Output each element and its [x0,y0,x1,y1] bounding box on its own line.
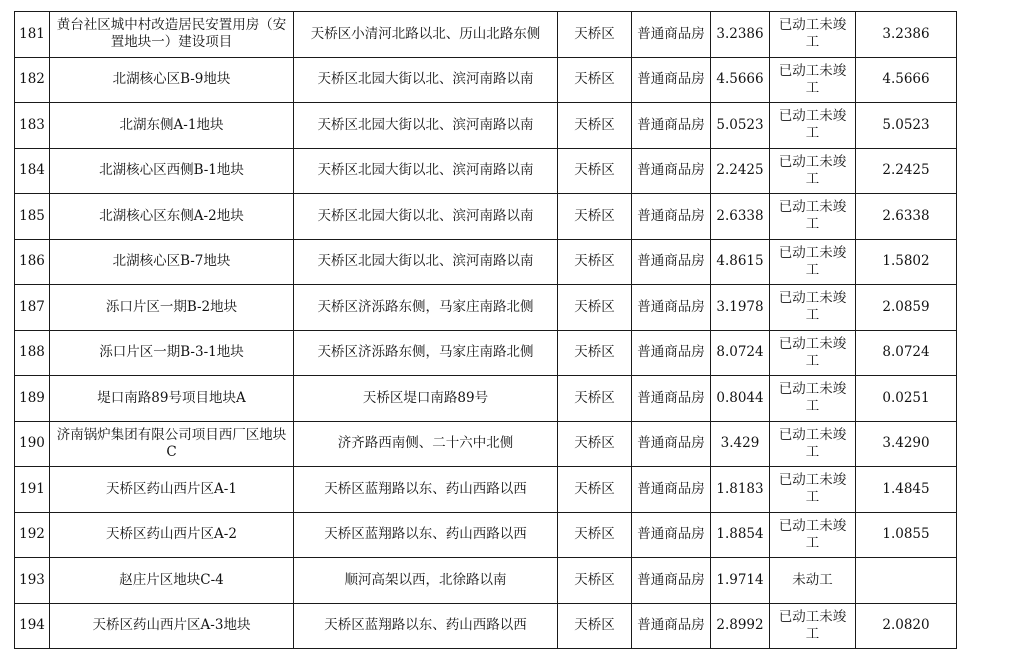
project-name-cell: 济南锅炉集团有限公司项目西厂区地块C [50,421,294,467]
location-cell: 天桥区济泺路东侧，马家庄南路北侧 [294,330,558,376]
location-cell: 天桥区堤口南路89号 [294,376,558,422]
remaining-area-cell: 2.6338 [856,194,957,240]
area-cell: 8.0724 [711,330,770,376]
status-cell: 已动工未竣工 [770,285,856,331]
district-cell: 天桥区 [558,57,632,103]
status-cell: 已动工未竣工 [770,57,856,103]
housing-type-cell: 普通商品房 [632,57,711,103]
remaining-area-cell: 3.2386 [856,12,957,58]
project-name-cell: 泺口片区一期B-2地块 [50,285,294,331]
status-cell: 已动工未竣工 [770,376,856,422]
row-number-cell: 193 [15,558,50,604]
status-cell: 已动工未竣工 [770,103,856,149]
status-cell: 已动工未竣工 [770,603,856,649]
district-cell: 天桥区 [558,330,632,376]
row-number-cell: 192 [15,512,50,558]
table-row [15,285,957,331]
project-name-cell: 天桥区药山西片区A-3地块 [50,603,294,649]
row-number-cell: 181 [15,12,50,58]
housing-type-cell: 普通商品房 [632,467,711,513]
area-cell: 1.8854 [711,512,770,558]
table-row [15,330,957,376]
project-name-cell: 天桥区药山西片区A-1 [50,467,294,513]
project-name-cell: 北湖核心区B-9地块 [50,57,294,103]
location-cell: 天桥区北园大街以北、滨河南路以南 [294,194,558,240]
district-cell: 天桥区 [558,376,632,422]
location-cell: 天桥区蓝翔路以东、药山西路以西 [294,512,558,558]
location-cell: 济齐路西南侧、二十六中北侧 [294,421,558,467]
district-cell: 天桥区 [558,558,632,604]
housing-type-cell: 普通商品房 [632,12,711,58]
location-cell: 天桥区北园大街以北、滨河南路以南 [294,103,558,149]
location-cell: 顺河高架以西，北徐路以南 [294,558,558,604]
table-row [15,421,957,467]
remaining-area-cell: 4.5666 [856,57,957,103]
status-cell: 已动工未竣工 [770,330,856,376]
area-cell: 3.1978 [711,285,770,331]
row-number-cell: 189 [15,376,50,422]
district-cell: 天桥区 [558,239,632,285]
row-number-cell: 182 [15,57,50,103]
table-row [15,103,957,149]
housing-type-cell: 普通商品房 [632,239,711,285]
area-cell: 4.8615 [711,239,770,285]
status-cell: 已动工未竣工 [770,467,856,513]
row-number-cell: 186 [15,239,50,285]
table-row [15,57,957,103]
district-cell: 天桥区 [558,603,632,649]
status-cell: 未动工 [770,558,856,604]
location-cell: 天桥区北园大街以北、滨河南路以南 [294,239,558,285]
table-row [15,512,957,558]
row-number-cell: 185 [15,194,50,240]
remaining-area-cell [856,558,957,604]
area-cell: 2.8992 [711,603,770,649]
housing-type-cell: 普通商品房 [632,376,711,422]
area-cell: 2.2425 [711,148,770,194]
location-cell: 天桥区蓝翔路以东、药山西路以西 [294,467,558,513]
area-cell: 1.9714 [711,558,770,604]
project-name-cell: 北湖核心区B-7地块 [50,239,294,285]
district-cell: 天桥区 [558,194,632,240]
district-cell: 天桥区 [558,421,632,467]
project-name-cell: 天桥区药山西片区A-2 [50,512,294,558]
status-cell: 已动工未竣工 [770,239,856,285]
row-number-cell: 183 [15,103,50,149]
project-name-cell: 北湖核心区西侧B-1地块 [50,148,294,194]
district-cell: 天桥区 [558,12,632,58]
area-cell: 5.0523 [711,103,770,149]
project-name-cell: 堤口南路89号项目地块A [50,376,294,422]
status-cell: 已动工未竣工 [770,194,856,240]
row-number-cell: 190 [15,421,50,467]
area-cell: 1.8183 [711,467,770,513]
remaining-area-cell: 1.4845 [856,467,957,513]
housing-type-cell: 普通商品房 [632,330,711,376]
table-row [15,558,957,604]
table-row [15,148,957,194]
project-name-cell: 北湖核心区东侧A-2地块 [50,194,294,240]
remaining-area-cell: 8.0724 [856,330,957,376]
status-cell: 已动工未竣工 [770,421,856,467]
table-row [15,376,957,422]
housing-type-cell: 普通商品房 [632,103,711,149]
location-cell: 天桥区北园大街以北、滨河南路以南 [294,148,558,194]
project-name-cell: 北湖东侧A-1地块 [50,103,294,149]
project-name-cell: 泺口片区一期B-3-1地块 [50,330,294,376]
location-cell: 天桥区济泺路东侧，马家庄南路北侧 [294,285,558,331]
district-cell: 天桥区 [558,512,632,558]
project-name-cell: 黄台社区城中村改造居民安置用房（安置地块一）建设项目 [50,12,294,58]
housing-type-cell: 普通商品房 [632,421,711,467]
district-cell: 天桥区 [558,467,632,513]
land-table [14,11,957,649]
status-cell: 已动工未竣工 [770,512,856,558]
status-cell: 已动工未竣工 [770,148,856,194]
table-row [15,12,957,58]
housing-type-cell: 普通商品房 [632,603,711,649]
housing-type-cell: 普通商品房 [632,285,711,331]
district-cell: 天桥区 [558,285,632,331]
table-row [15,239,957,285]
district-cell: 天桥区 [558,103,632,149]
remaining-area-cell: 0.0251 [856,376,957,422]
row-number-cell: 184 [15,148,50,194]
remaining-area-cell: 1.0855 [856,512,957,558]
district-cell: 天桥区 [558,148,632,194]
row-number-cell: 187 [15,285,50,331]
housing-type-cell: 普通商品房 [632,148,711,194]
area-cell: 3.2386 [711,12,770,58]
remaining-area-cell: 5.0523 [856,103,957,149]
area-cell: 0.8044 [711,376,770,422]
row-number-cell: 191 [15,467,50,513]
row-number-cell: 188 [15,330,50,376]
housing-type-cell: 普通商品房 [632,558,711,604]
location-cell: 天桥区蓝翔路以东、药山西路以西 [294,603,558,649]
project-name-cell: 赵庄片区地块C-4 [50,558,294,604]
table-row [15,467,957,513]
table-row [15,603,957,649]
row-number-cell: 194 [15,603,50,649]
housing-type-cell: 普通商品房 [632,512,711,558]
remaining-area-cell: 2.2425 [856,148,957,194]
remaining-area-cell: 2.0820 [856,603,957,649]
remaining-area-cell: 3.4290 [856,421,957,467]
area-cell: 4.5666 [711,57,770,103]
remaining-area-cell: 2.0859 [856,285,957,331]
location-cell: 天桥区小清河北路以北、历山北路东侧 [294,12,558,58]
table-row [15,194,957,240]
location-cell: 天桥区北园大街以北、滨河南路以南 [294,57,558,103]
remaining-area-cell: 1.5802 [856,239,957,285]
status-cell: 已动工未竣工 [770,12,856,58]
housing-type-cell: 普通商品房 [632,194,711,240]
area-cell: 3.429 [711,421,770,467]
table-body [15,12,957,649]
area-cell: 2.6338 [711,194,770,240]
